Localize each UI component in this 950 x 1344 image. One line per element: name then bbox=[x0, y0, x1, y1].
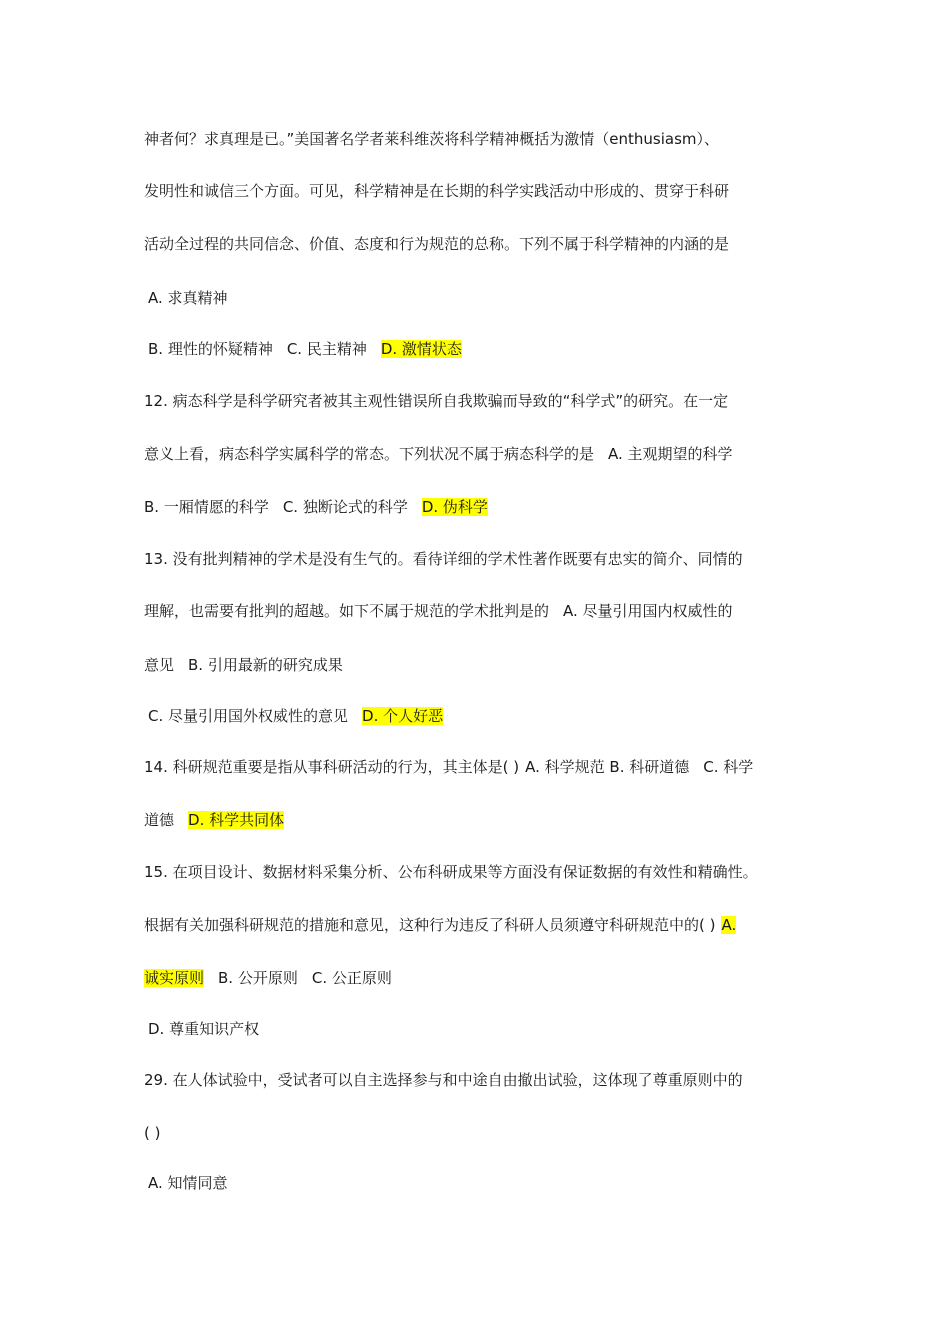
question-15-line-3 bbox=[144, 967, 824, 989]
options-b-c-d-q11 bbox=[148, 338, 828, 360]
highlighted-answer: D. 激情状态 bbox=[380, 340, 462, 358]
line-text: 道德 bbox=[144, 811, 175, 829]
option-text: C. 民主精神 bbox=[286, 340, 367, 358]
option-text: A. 知情同意 bbox=[148, 1174, 228, 1192]
options-c-d-q13 bbox=[148, 705, 828, 727]
text-line-1 bbox=[144, 128, 824, 150]
option-text: D. 尊重知识产权 bbox=[148, 1020, 260, 1038]
highlighted-answer: D. 伪科学 bbox=[421, 498, 488, 516]
option-text: B. 一厢情愿的科学 bbox=[144, 498, 269, 516]
line-text: 发明性和诚信三个方面。可见，科学精神是在长期的科学实践活动中形成的、贯穿于科研 bbox=[144, 182, 730, 200]
line-text: 意见 bbox=[144, 656, 175, 674]
highlighted-answer: D. 科学共同体 bbox=[188, 811, 285, 829]
question-15-line-1 bbox=[144, 861, 824, 883]
question-12-line-2 bbox=[144, 443, 824, 465]
line-text: 根据有关加强科研规范的措施和意见，这种行为违反了科研人员须遵守科研规范中的( ) bbox=[144, 916, 716, 934]
question-13-line-1 bbox=[144, 548, 824, 570]
option-text: A. 科学规范 B. 科研道德 bbox=[525, 758, 690, 776]
line-text: 神者何？求真理是已。”美国著名学者莱科维茨将科学精神概括为激情（enthusiasm）、 bbox=[144, 130, 720, 148]
line-text: 活动全过程的共同信念、价值、态度和行为规范的总称。下列不属于科学精神的内涵的是 bbox=[144, 235, 730, 253]
highlighted-answer: A. bbox=[721, 916, 737, 934]
question-14-line-2 bbox=[144, 809, 824, 831]
option-text: C. 科学 bbox=[703, 758, 754, 776]
option-text: B. 理性的怀疑精神 bbox=[148, 340, 273, 358]
option-text: C. 尽量引用国外权威性的意见 bbox=[148, 707, 349, 725]
line-text: ( ) bbox=[144, 1124, 161, 1142]
question-13-line-2 bbox=[144, 600, 824, 622]
option-text: B. 引用最新的研究成果 bbox=[188, 656, 343, 674]
option-text: A. 尽量引用国内权威性的 bbox=[563, 602, 733, 620]
highlighted-answer: 诚实原则 bbox=[144, 969, 205, 987]
option-text: A. 主观期望的科学 bbox=[608, 445, 733, 463]
option-text: A. 求真精神 bbox=[148, 289, 228, 307]
option-a-q29 bbox=[148, 1172, 828, 1194]
option-text: C. 独断论式的科学 bbox=[282, 498, 408, 516]
line-text: 13. 没有批判精神的学术是没有生气的。看待详细的学术性著作既要有忠实的简介、同情的 bbox=[144, 550, 743, 568]
question-14-line-1 bbox=[144, 756, 824, 778]
question-13-line-3 bbox=[144, 654, 824, 676]
highlighted-answer: D. 个人好恶 bbox=[362, 707, 444, 725]
option-text: C. 公正原则 bbox=[311, 969, 392, 987]
line-text: 15. 在项目设计、数据材料采集分析、公布科研成果等方面没有保证数据的有效性和精确性。 bbox=[144, 863, 758, 881]
options-b-c-d-q12 bbox=[144, 496, 824, 518]
question-29-line-1 bbox=[144, 1069, 824, 1091]
question-29-line-2 bbox=[144, 1122, 824, 1144]
line-text: 意义上看，病态科学实属科学的常态。下列状况不属于病态科学的是 bbox=[144, 445, 595, 463]
option-text: B. 公开原则 bbox=[218, 969, 298, 987]
question-15-line-2 bbox=[144, 914, 824, 936]
line-text: 12. 病态科学是科学研究者被其主观性错误所自我欺骗而导致的“科学式”的研究。在一定 bbox=[144, 392, 729, 410]
option-d-q15 bbox=[148, 1018, 828, 1040]
line-text: 29. 在人体试验中，受试者可以自主选择参与和中途自由撤出试验，这体现了尊重原则中的 bbox=[144, 1071, 743, 1089]
text-line-3 bbox=[144, 233, 824, 255]
line-text: 理解，也需要有批判的超越。如下不属于规范的学术批判是的 bbox=[144, 602, 550, 620]
text-line-2 bbox=[144, 180, 824, 202]
option-a-seeking-truth bbox=[148, 287, 828, 309]
line-text: 14. 科研规范重要是指从事科研活动的行为，其主体是( ) bbox=[144, 758, 520, 776]
question-12-line-1 bbox=[144, 390, 824, 412]
